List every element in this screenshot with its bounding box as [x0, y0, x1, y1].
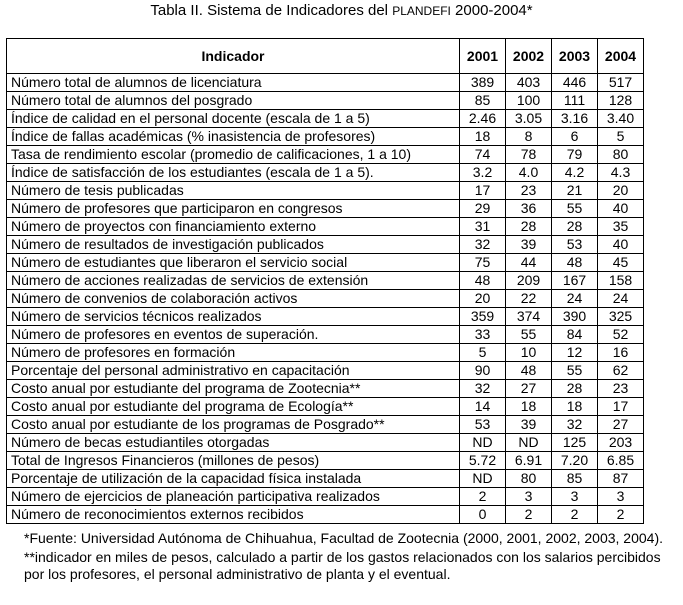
value-cell: 12 [552, 344, 598, 362]
value-cell: 24 [552, 290, 598, 308]
indicator-cell: Número de convenios de colaboración activos [7, 290, 460, 308]
value-cell: 128 [598, 92, 644, 110]
value-cell: 3.05 [506, 110, 552, 128]
indicator-cell: Número de reconocimientos externos recibidos [7, 506, 460, 524]
indicator-cell: Número de proyectos con financiamiento externo [7, 218, 460, 236]
value-cell: 3 [506, 488, 552, 506]
value-cell: 44 [506, 254, 552, 272]
value-cell: 80 [506, 470, 552, 488]
value-cell: 28 [552, 218, 598, 236]
year-column-header: 2003 [552, 39, 598, 74]
value-cell: 3.40 [598, 110, 644, 128]
table-row [7, 308, 644, 326]
indicator-cell: Número de estudiantes que liberaron el servicio social [7, 254, 460, 272]
value-cell: 35 [598, 218, 644, 236]
value-cell: 403 [506, 74, 552, 92]
value-cell: 74 [460, 146, 506, 164]
value-cell: 24 [598, 290, 644, 308]
indicator-cell: Índice de satisfacción de los estudiantes (escala de 1 a 5). [7, 164, 460, 182]
table-title-suffix: 2000-2004* [450, 2, 533, 19]
value-cell: 125 [552, 434, 598, 452]
table-row [7, 164, 644, 182]
value-cell: 2 [552, 506, 598, 524]
value-cell: 111 [552, 92, 598, 110]
table-row [7, 110, 644, 128]
value-cell: 48 [460, 272, 506, 290]
value-cell: 2 [506, 506, 552, 524]
value-cell: 2 [460, 488, 506, 506]
indicator-cell: Índice de calidad en el personal docente (escala de 1 a 5) [7, 110, 460, 128]
value-cell: 16 [598, 344, 644, 362]
indicator-cell: Porcentaje del personal administrativo en capacitación [7, 362, 460, 380]
value-cell: 446 [552, 74, 598, 92]
value-cell: 5.72 [460, 452, 506, 470]
indicator-cell: Número de becas estudiantiles otorgadas [7, 434, 460, 452]
indicator-cell: Porcentaje de utilización de la capacidad física instalada [7, 470, 460, 488]
table-row [7, 470, 644, 488]
value-cell: 87 [598, 470, 644, 488]
value-cell: 209 [506, 272, 552, 290]
value-cell: 20 [598, 182, 644, 200]
value-cell: 39 [506, 416, 552, 434]
value-cell: 32 [460, 380, 506, 398]
value-cell: 27 [506, 380, 552, 398]
table-row [7, 218, 644, 236]
indicator-cell: Número de resultados de investigación publicados [7, 236, 460, 254]
value-cell: 21 [552, 182, 598, 200]
value-cell: 100 [506, 92, 552, 110]
table-row [7, 254, 644, 272]
value-cell: 28 [506, 218, 552, 236]
indicator-cell: Número de ejercicios de planeación participativa realizados [7, 488, 460, 506]
year-column-header: 2001 [460, 39, 506, 74]
value-cell: 32 [460, 236, 506, 254]
value-cell: ND [460, 434, 506, 452]
table-row [7, 380, 644, 398]
indicator-cell: Costo anual por estudiante de los programas de Posgrado** [7, 416, 460, 434]
value-cell: 28 [552, 380, 598, 398]
table-row [7, 236, 644, 254]
value-cell: 8 [506, 128, 552, 146]
value-cell: 90 [460, 362, 506, 380]
table-row [7, 488, 644, 506]
value-cell: 20 [460, 290, 506, 308]
value-cell: 5 [598, 128, 644, 146]
value-cell: 10 [506, 344, 552, 362]
indicator-cell: Tasa de rendimiento escolar (promedio de calificaciones, 1 a 10) [7, 146, 460, 164]
value-cell: 53 [552, 236, 598, 254]
value-cell: 5 [460, 344, 506, 362]
value-cell: 48 [506, 362, 552, 380]
table-row [7, 290, 644, 308]
indicator-cell: Número total de alumnos de licenciatura [7, 74, 460, 92]
value-cell: 0 [460, 506, 506, 524]
value-cell: 3.16 [552, 110, 598, 128]
table-title-acronym: PLANDEFI [392, 4, 451, 18]
value-cell: 85 [460, 92, 506, 110]
value-cell: 75 [460, 254, 506, 272]
table-row [7, 326, 644, 344]
value-cell: 17 [598, 398, 644, 416]
table-row [7, 344, 644, 362]
indicator-cell: Total de Ingresos Financieros (millones de pesos) [7, 452, 460, 470]
value-cell: 53 [460, 416, 506, 434]
value-cell: 36 [506, 200, 552, 218]
table-row [7, 398, 644, 416]
value-cell: 18 [552, 398, 598, 416]
value-cell: 23 [598, 380, 644, 398]
value-cell: 3.2 [460, 164, 506, 182]
table-row [7, 182, 644, 200]
value-cell: 14 [460, 398, 506, 416]
indicator-cell: Índice de fallas académicas (% inasistencia de profesores) [7, 128, 460, 146]
value-cell: 389 [460, 74, 506, 92]
indicators-table [6, 38, 644, 524]
value-cell: 7.20 [552, 452, 598, 470]
value-cell: 22 [506, 290, 552, 308]
indicator-cell: Número de profesores en eventos de superación. [7, 326, 460, 344]
value-cell: 3 [598, 488, 644, 506]
table-row [7, 272, 644, 290]
table-row [7, 200, 644, 218]
indicator-cell: Número de acciones realizadas de servicios de extensión [7, 272, 460, 290]
table-row [7, 362, 644, 380]
indicator-cell: Costo anual por estudiante del programa de Ecología** [7, 398, 460, 416]
value-cell: 27 [598, 416, 644, 434]
year-column-header: 2004 [598, 39, 644, 74]
value-cell: 374 [506, 308, 552, 326]
value-cell: 2 [598, 506, 644, 524]
value-cell: 6 [552, 128, 598, 146]
value-cell: 55 [552, 200, 598, 218]
value-cell: 18 [506, 398, 552, 416]
value-cell: 55 [552, 362, 598, 380]
value-cell: 78 [506, 146, 552, 164]
value-cell: 48 [552, 254, 598, 272]
indicator-cell: Número de profesores que participaron en congresos [7, 200, 460, 218]
value-cell: 18 [460, 128, 506, 146]
value-cell: 167 [552, 272, 598, 290]
value-cell: 85 [552, 470, 598, 488]
indicator-cell: Número de profesores en formación [7, 344, 460, 362]
value-cell: 23 [506, 182, 552, 200]
value-cell: 55 [506, 326, 552, 344]
value-cell: 32 [552, 416, 598, 434]
indicator-cell: Número total de alumnos del posgrado [7, 92, 460, 110]
value-cell: 359 [460, 308, 506, 326]
source-note: *Fuente: Universidad Autónoma de Chihuahua, Facultad de Zootecnia (2000, 2001, 2002, 2003, 2004). [24, 530, 664, 546]
value-cell: 517 [598, 74, 644, 92]
value-cell: 84 [552, 326, 598, 344]
value-cell: 62 [598, 362, 644, 380]
value-cell: 52 [598, 326, 644, 344]
value-cell: 4.3 [598, 164, 644, 182]
table-title [0, 2, 683, 20]
year-column-header: 2002 [506, 39, 552, 74]
currency-note: **indicador en miles de pesos, calculado a partir de los gastos relacionados con los salarios percibidos por los profesores, el personal administrativo de planta y el eventual. [24, 549, 661, 582]
table-row [7, 92, 644, 110]
value-cell: ND [460, 470, 506, 488]
table-row [7, 128, 644, 146]
indicator-cell: Número de servicios técnicos realizados [7, 308, 460, 326]
value-cell: 17 [460, 182, 506, 200]
footnotes [24, 530, 679, 585]
table-title-prefix: Tabla II. Sistema de Indicadores del [150, 2, 393, 19]
value-cell: 6.85 [598, 452, 644, 470]
table-body [7, 74, 644, 524]
indicator-cell: Número de tesis publicadas [7, 182, 460, 200]
table-row [7, 434, 644, 452]
table-row [7, 74, 644, 92]
value-cell: 40 [598, 236, 644, 254]
value-cell: 325 [598, 308, 644, 326]
value-cell: 80 [598, 146, 644, 164]
value-cell: 3 [552, 488, 598, 506]
value-cell: 39 [506, 236, 552, 254]
value-cell: 203 [598, 434, 644, 452]
value-cell: 45 [598, 254, 644, 272]
indicator-column-header: Indicador [7, 39, 460, 74]
table-row [7, 416, 644, 434]
table-row [7, 146, 644, 164]
value-cell: 158 [598, 272, 644, 290]
value-cell: 6.91 [506, 452, 552, 470]
indicator-cell: Costo anual por estudiante del programa de Zootecnia** [7, 380, 460, 398]
table-row [7, 506, 644, 524]
value-cell: 40 [598, 200, 644, 218]
value-cell: ND [506, 434, 552, 452]
value-cell: 390 [552, 308, 598, 326]
table-row [7, 452, 644, 470]
value-cell: 79 [552, 146, 598, 164]
value-cell: 4.0 [506, 164, 552, 182]
value-cell: 2.46 [460, 110, 506, 128]
value-cell: 33 [460, 326, 506, 344]
header-row [7, 39, 644, 74]
value-cell: 4.2 [552, 164, 598, 182]
value-cell: 31 [460, 218, 506, 236]
value-cell: 29 [460, 200, 506, 218]
